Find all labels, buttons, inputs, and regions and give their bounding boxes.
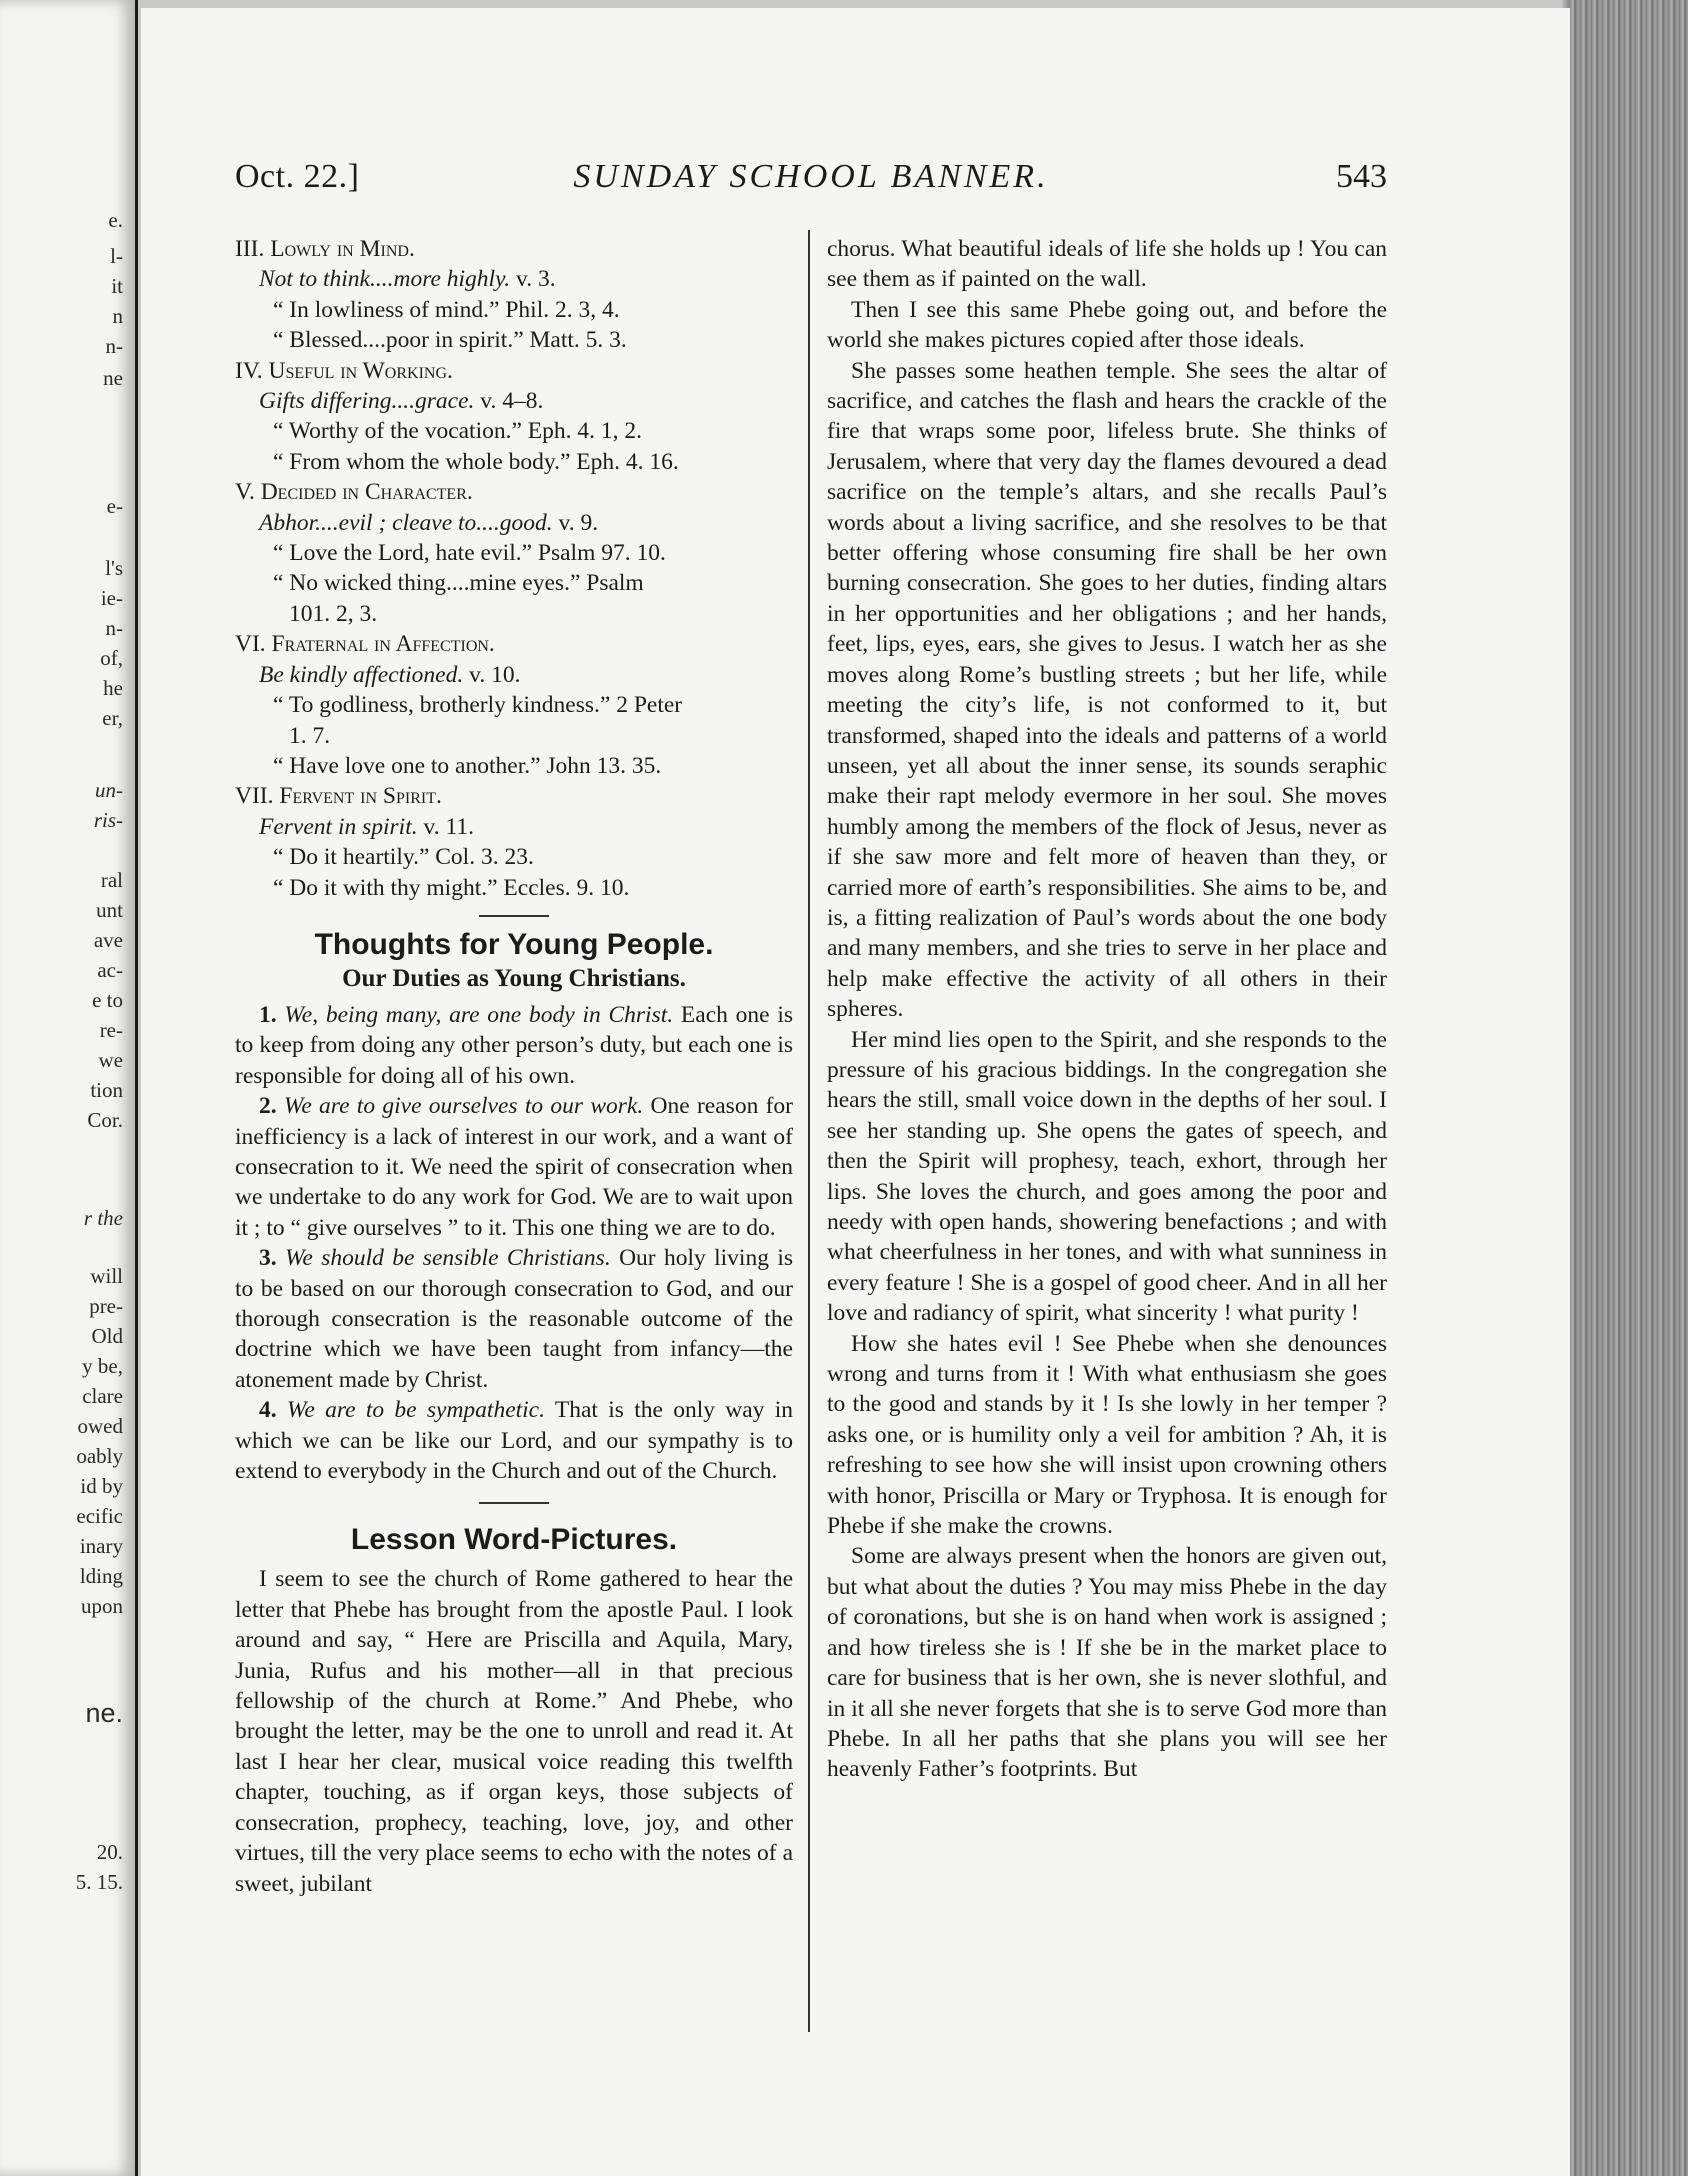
facing-page-fragment: lding bbox=[79, 1564, 123, 1588]
outline-title: Lowly in Mind. bbox=[270, 236, 415, 262]
lesson-paragraph: Some are always present when the honors are given out, but what about the duties ? You may miss Phebe in the day of coronations, but she is on hand when work is assigned ; and how tireless she is ! If she be in the market place to care for business that is her own, she is never slothful, and in it all she never forgets that she is to serve God more than Phebe. In all her paths that she plans you will see her heavenly Father’s footprints. But bbox=[827, 1543, 1387, 1783]
facing-page-fragment: oably bbox=[76, 1444, 123, 1468]
facing-page-fragment: n bbox=[112, 304, 123, 328]
facing-page-fragment: id by bbox=[80, 1474, 123, 1498]
outline-phrase: Fervent in spirit. bbox=[259, 813, 418, 840]
scripture-quote: “ Do it heartily.” Col. 3. 23. bbox=[273, 844, 534, 871]
lesson-paragraph: Then I see this same Phebe going out, and before the world she makes pictures copied after those ideals. bbox=[827, 296, 1387, 354]
outline-heading bbox=[235, 356, 793, 386]
duty-text: Each one is to keep from doing any other person’s duty, but each one is responsible for doing all of his own. bbox=[235, 1001, 793, 1089]
scripture-quote: 101. 2, 3. bbox=[289, 600, 378, 627]
outline-text bbox=[235, 508, 793, 538]
facing-page-fragment: of, bbox=[100, 646, 123, 670]
facing-page-fragment: l's bbox=[105, 556, 123, 580]
facing-page-fragment: ie- bbox=[100, 586, 123, 610]
facing-page-fragment: 5. 15. bbox=[75, 1870, 123, 1894]
section-divider bbox=[479, 1502, 549, 1504]
outline-text bbox=[235, 812, 793, 842]
facing-page-fragment: n- bbox=[105, 616, 123, 640]
thoughts-subheading: Our Duties as Young Christians. bbox=[342, 964, 686, 992]
outline-phrase: Gifts differing....grace. bbox=[259, 388, 475, 415]
facing-page-fragment: r the bbox=[83, 1206, 123, 1230]
scripture-quote: “ To godliness, brotherly kindness.” 2 Peter bbox=[273, 692, 683, 719]
duty-number: 3. bbox=[259, 1245, 285, 1272]
facing-page-fragment: upon bbox=[81, 1594, 123, 1618]
facing-page-fragment: ne. bbox=[85, 1698, 123, 1728]
scripture-quote: “ Love the Lord, hate evil.” Psalm 97. 10. bbox=[273, 540, 666, 567]
duty-item bbox=[235, 1091, 793, 1243]
duty-number: 4. bbox=[259, 1397, 287, 1424]
header-date: Oct. 22.] bbox=[235, 158, 360, 195]
lesson-paragraph: She passes some heathen temple. She sees the altar of sacrifice, and catches the flash and hears the crackle of the fire that wraps some poor, lifeless brute. She thinks of Jerusalem, where that very day the flames devoured a dead sacrifice on the temple’s altars, and she recalls Paul’s words about a living sacrifice, and she resolves to be that better offering whose consuming fire shall be her own burning consecration. She goes to her duties, finding altars in her opportunities and her obligations ; and her hands, feet, lips, eyes, ears, she gives to Jesus. I watch her as she moves along Rome’s bustling streets ; but her life, while meeting the city’s life, is not conformed to it, but transformed, shaped into the ideals and patterns of a world unseen, yet all about the inner sense, its sounds seraphic make their rapt melody evermore in her soul. She moves humbly among the members of the flock of Jesus, never as if she saw more and felt more of heaven than they, or carried more of earth’s responsibilities. She aims to be, and is, a fitting realization of Paul’s words about the one body and many members, and she tries to serve in her place and help make effective the activity of all others in their spheres. bbox=[827, 357, 1387, 1023]
duty-number: 2. bbox=[259, 1093, 284, 1120]
facing-page-fragment: owed bbox=[77, 1414, 123, 1438]
duties-list bbox=[235, 1000, 793, 1487]
facing-page-fragment: unt bbox=[96, 898, 123, 922]
facing-page-fragment: re- bbox=[99, 1018, 123, 1042]
duty-item bbox=[235, 1395, 793, 1486]
outline-numeral: V. bbox=[235, 479, 261, 506]
scripture-quote: “ Have love one to another.” John 13. 35. bbox=[273, 752, 662, 779]
duty-title: We are to be sympathetic. bbox=[286, 1397, 545, 1424]
book-page bbox=[141, 8, 1570, 2176]
book-page-edges bbox=[1570, 0, 1688, 2176]
column-divider bbox=[808, 230, 810, 2032]
facing-page-fragment: ris- bbox=[93, 808, 123, 832]
outline-heading bbox=[235, 781, 793, 811]
outline-numeral: VI. bbox=[235, 631, 272, 658]
facing-page-fragment: ac- bbox=[97, 958, 123, 982]
scripture-quote: “ No wicked thing....mine eyes.” Psalm bbox=[273, 570, 644, 597]
facing-page-fragment: Old bbox=[91, 1324, 123, 1348]
facing-page-fragment: he bbox=[103, 676, 123, 700]
facing-page-fragment: n- bbox=[105, 334, 123, 358]
scripture-quote: “ Worthy of the vocation.” Eph. 4. 1, 2. bbox=[273, 418, 643, 445]
header-title: SUNDAY SCHOOL BANNER. bbox=[573, 158, 1049, 195]
outline-phrase: Be kindly affectioned. bbox=[259, 661, 464, 688]
verse-ref: v. 4–8. bbox=[474, 388, 544, 415]
facing-page-edge bbox=[0, 0, 138, 2176]
facing-page-fragment: y be, bbox=[82, 1354, 123, 1378]
outline-title: Useful in Working. bbox=[268, 357, 453, 384]
left-column bbox=[235, 234, 793, 1899]
scripture-quote: “ From whom the whole body.” Eph. 4. 16. bbox=[273, 448, 679, 475]
outline-numeral: IV. bbox=[235, 357, 269, 384]
outline-heading bbox=[235, 477, 793, 507]
scripture-quote: 1. 7. bbox=[289, 722, 331, 749]
facing-page-fragment: ave bbox=[93, 928, 123, 952]
facing-page-fragment: e to bbox=[92, 988, 123, 1012]
outline-numeral: III. bbox=[235, 236, 271, 262]
outline-title: Decided in Character. bbox=[260, 479, 473, 506]
lesson-paragraph: Her mind lies open to the Spirit, and she responds to the pressure of his gracious biddings. In the congregation she hears the still, small voice down in the depths of her soul. I see her standing up. She opens the gates of speech, and then the Spirit will prophesy, teach, exhort, through her lips. She loves the church, and goes among the poor and needy with open hands, showering benefactions ; and with what cheerfulness in her tones, and with what sunniness in every feature ! She is a gospel of good cheer. And in all her love and radiancy of spirit, what sincerity ! what purity ! bbox=[827, 1026, 1387, 1327]
facing-page-fragment: tion bbox=[90, 1078, 123, 1102]
outline-title: Fervent in Spirit. bbox=[279, 783, 442, 810]
facing-page-fragment: Cor. bbox=[87, 1108, 123, 1132]
lesson-paragraph: I seem to see the church of Rome gathered to hear the letter that Phebe has brought from the apostle Paul. I look around and say, “ Here are Priscilla and Aquila, Mary, Junia, Rufus and his mother—all in that precious fellowship of the church at Rome.” And Phebe, who brought the letter, may be the one to unroll and read it. At last I hear her clear, musical voice reading this twelfth chapter, touching, as if organ keys, those subjects of consecration, prophecy, teaching, love, joy, and other virtues, till the very place seems to echo with the notes of a sweet, jubilant bbox=[235, 1566, 793, 1897]
outline-heading bbox=[235, 234, 793, 264]
facing-page-fragment: inary bbox=[79, 1534, 123, 1558]
running-header bbox=[235, 158, 1387, 208]
facing-page-fragment: pre- bbox=[89, 1294, 123, 1318]
outline-text bbox=[235, 386, 793, 416]
facing-page-fragment: will bbox=[90, 1264, 123, 1288]
facing-page-fragment: 20. bbox=[96, 1840, 123, 1864]
verse-ref: v. 10. bbox=[463, 661, 521, 688]
facing-page-fragment: l- bbox=[110, 244, 123, 268]
duty-text: That is the only way in which we can be like our Lord, and our sympathy is to extend to everybody in the Church and out of the Church. bbox=[235, 1397, 794, 1485]
facing-page-fragment: clare bbox=[82, 1384, 123, 1408]
lesson-outline bbox=[235, 234, 793, 903]
outline-heading bbox=[235, 629, 793, 659]
duty-title: We, being many, are one body in Christ. bbox=[284, 1001, 674, 1028]
facing-page-fragment: e- bbox=[106, 494, 123, 518]
facing-page-fragment: it bbox=[111, 274, 123, 298]
lesson-heading: Lesson Word-Pictures. bbox=[350, 1523, 678, 1557]
outline-text bbox=[235, 264, 793, 294]
section-divider bbox=[479, 915, 549, 917]
page-number: 543 bbox=[1336, 158, 1387, 195]
scripture-quote: “ In lowliness of mind.” Phil. 2. 3, 4. bbox=[273, 296, 620, 323]
scripture-quote: “ Blessed....poor in spirit.” Matt. 5. 3. bbox=[273, 327, 627, 354]
duty-item bbox=[235, 1243, 793, 1395]
outline-phrase: Abhor....evil ; cleave to....good. bbox=[259, 509, 553, 536]
facing-page-fragment: ne bbox=[103, 366, 123, 390]
thoughts-heading: Thoughts for Young People. bbox=[314, 927, 714, 961]
outline-title: Fraternal in Affection. bbox=[271, 631, 495, 658]
duty-text: Our holy living is to be based on our thorough consecration to God, and our thorough consecration is the reasonable outcome of the doctrine which we have been taught from infancy—the atonement made by Christ. bbox=[235, 1245, 793, 1393]
facing-page-fragment: ecific bbox=[76, 1504, 123, 1528]
lesson-paragraph: chorus. What beautiful ideals of life she holds up ! You can see them as if painted on the wall. bbox=[827, 236, 1387, 293]
right-column bbox=[827, 234, 1387, 1785]
facing-page-fragment: ral bbox=[100, 868, 123, 892]
outline-text bbox=[235, 660, 793, 690]
duty-text: One reason for inefficiency is a lack of interest in our work, and a want of consecration to it. We need the spirit of consecration when we undertake to do any work for God. We are to wait upon it ; to “ give ourselves ” to it. This one thing we are to do. bbox=[235, 1093, 794, 1241]
duty-title: We are to give ourselves to our work. bbox=[283, 1093, 644, 1120]
verse-ref: v. 11. bbox=[417, 813, 474, 840]
scripture-quote: “ Do it with thy might.” Eccles. 9. 10. bbox=[273, 874, 630, 901]
facing-page-fragment: e. bbox=[108, 208, 123, 232]
duty-item bbox=[235, 1000, 793, 1091]
facing-page-fragment: er, bbox=[102, 706, 123, 730]
duty-number: 1. bbox=[259, 1001, 285, 1028]
duty-title: We should be sensible Christians. bbox=[285, 1245, 611, 1272]
outline-numeral: VII. bbox=[235, 783, 280, 810]
facing-page-fragment: un- bbox=[95, 778, 123, 802]
verse-ref: v. 3. bbox=[510, 266, 556, 293]
verse-ref: v. 9. bbox=[552, 509, 599, 536]
outline-phrase: Not to think....more highly. bbox=[259, 266, 511, 293]
facing-page-fragment: we bbox=[98, 1048, 123, 1072]
lesson-paragraph: How she hates evil ! See Phebe when she denounces wrong and turns from it ! With what enthusiasm she goes to the good and stands by it ! Is she lowly in her temper ? asks one, or is humility only a veil for ambition ? Ah, it is refreshing to see how she will insist upon crowning others with honor, Priscilla or Mary or Tryphosa. It is enough for Phebe if she make the crowns. bbox=[827, 1330, 1387, 1540]
